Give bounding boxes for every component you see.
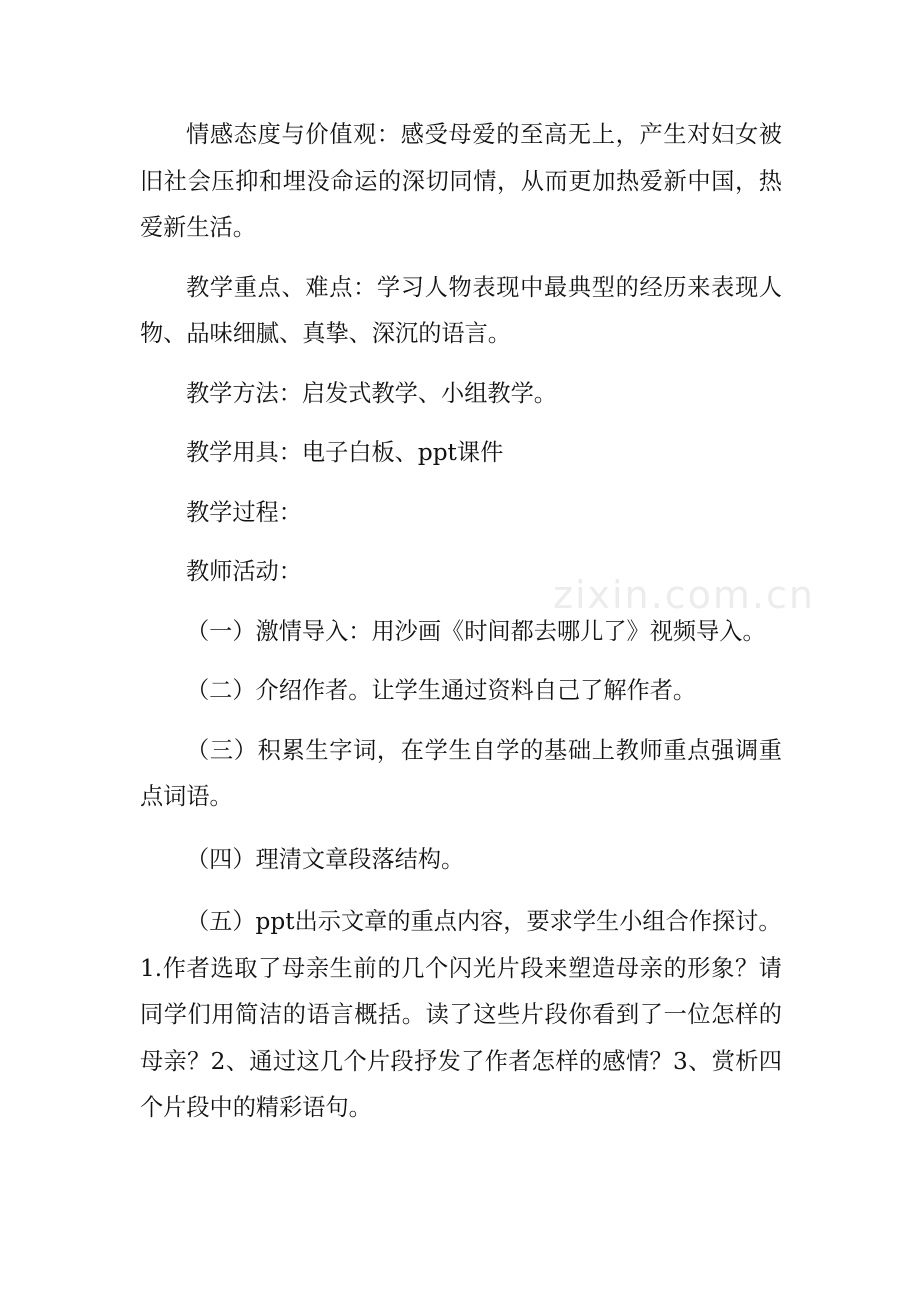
paragraph-step-3: （三）积累生字词，在学生自学的基础上教师重点强调重点词语。 — [140, 736, 782, 810]
paragraph-questions: 1.作者选取了母亲生前的几个闪光片段来塑造母亲的形象？请同学们用简洁的语言概括。读了这些片段你看到了一位怎样的母亲？2、通过这几个片段抒发了作者怎样的感情？3、赏析四个片段中的精彩语句。 — [140, 954, 782, 1121]
paragraph-step-2: （二）介绍作者。让学生通过资料自己了解作者。 — [186, 677, 697, 704]
paragraph-teaching-process: 教学过程： — [186, 498, 302, 526]
paragraph-step-5: （五）ppt出示文章的重点内容，要求学生小组合作探讨。 — [186, 908, 782, 935]
document-body — [140, 112, 782, 1132]
paragraph-step-1: （一）激情导入：用沙画《时间都去哪儿了》视频导入。 — [186, 617, 766, 645]
watermark: zixin.com.cn — [553, 573, 815, 617]
paragraph-step-4: （四）理清文章段落结构。 — [186, 845, 465, 873]
paragraph-teaching-tools: 教学用具：电子白板、ppt课件 — [186, 439, 504, 466]
paragraph-values: 情感态度与价值观：感受母爱的至高无上，产生对妇女被旧社会压抑和埋没命运的深切同情，从而更加热爱新中国，热爱新生活。 — [140, 121, 782, 241]
paragraph-key-points: 教学重点、难点：学习人物表现中最典型的经历来表现人物、品味细腻、真挚、深沉的语言。 — [140, 273, 782, 347]
paragraph-teaching-method: 教学方法：启发式教学、小组教学。 — [186, 379, 557, 407]
paragraph-teacher-activity: 教师活动： — [186, 558, 302, 585]
